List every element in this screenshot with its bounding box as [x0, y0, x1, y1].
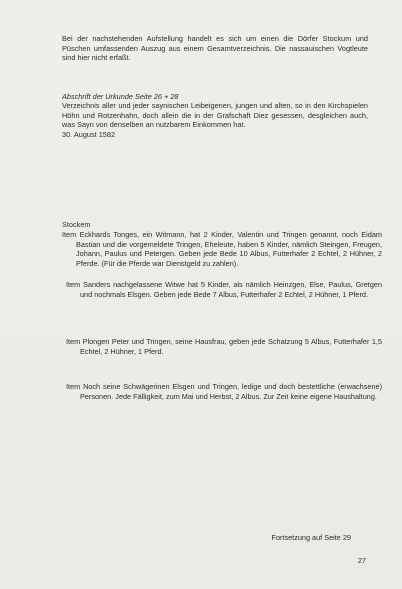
abschrift-title: Abschrift der Urkunde Seite 26 + 28 [62, 92, 179, 101]
stockem-heading: Stockem [62, 220, 91, 229]
intro-paragraph: Bei der nachstehenden Aufstellung handelt es sich um einen die Dörfer Stockum und Püschen umfassenden Auszug aus einem Gesamtverzeichnis. Die nassauischen Vogtleute sind hier nicht erfaßt. [62, 34, 368, 63]
abschrift-body: Verzeichnis aller und jeder saynischen Leibeigenen, jungen und alten, so in den Kirchspielen Höhn und Rotzenhahn, doch allein die in der Grafschaft Diez gesessen, desgleichen auch, was Sayn von denselben an nutzbarem Einkommen hat. [62, 101, 368, 130]
continuation-note: Fortsetzung auf Seite 29 [271, 533, 351, 542]
abschrift-block [62, 101, 368, 139]
stockem-item-2: Item Sanders nachgelassene Witwe hat 5 Kinder, als nämlich Heinzgen, Else, Paulus, Gretgen und nochmals Elsgen. Geben jede Bede 7 Albus, Futterhafer 2 Echtel, 2 Hühner, 1 Pferd. [66, 280, 382, 299]
stockem-item-4: Item Noch seine Schwägerinen Elsgen und Tringen, ledige und doch bestettliche (erwachsene) Personen. Jede Fälligkeit, zum Mai und Herbst, 2 Albus. Zur Zeit keine eigene Haushaltung. [66, 382, 382, 401]
stockem-item-3: Item Plongen Peter und Tringen, seine Hausfrau, geben jede Schatzung 5 Albus, Futterhafer 1,5 Echtel, 2 Hühner, 1 Pferd. [66, 337, 382, 356]
page-number: 27 [357, 556, 366, 565]
stockem-item-1: Item Eckhards Tonges, ein Witmann, hat 2 Kinder, Valentin und Tringen genannt, noch Eidam Bastian und die vorgemeldete Tringen, Eheleute, haben 5 Kinder, nämlich Steingen, Freugen, Johann, Paulus und Petergen. Geben jede Bede 10 Albus, Futterhafer 2 Echtel, 2 Hühner, 2 Pferde. (Für die Pferde war Dienstgeld zu zahlen). [62, 230, 382, 268]
abschrift-date: 30. August 1582 [62, 129, 116, 139]
